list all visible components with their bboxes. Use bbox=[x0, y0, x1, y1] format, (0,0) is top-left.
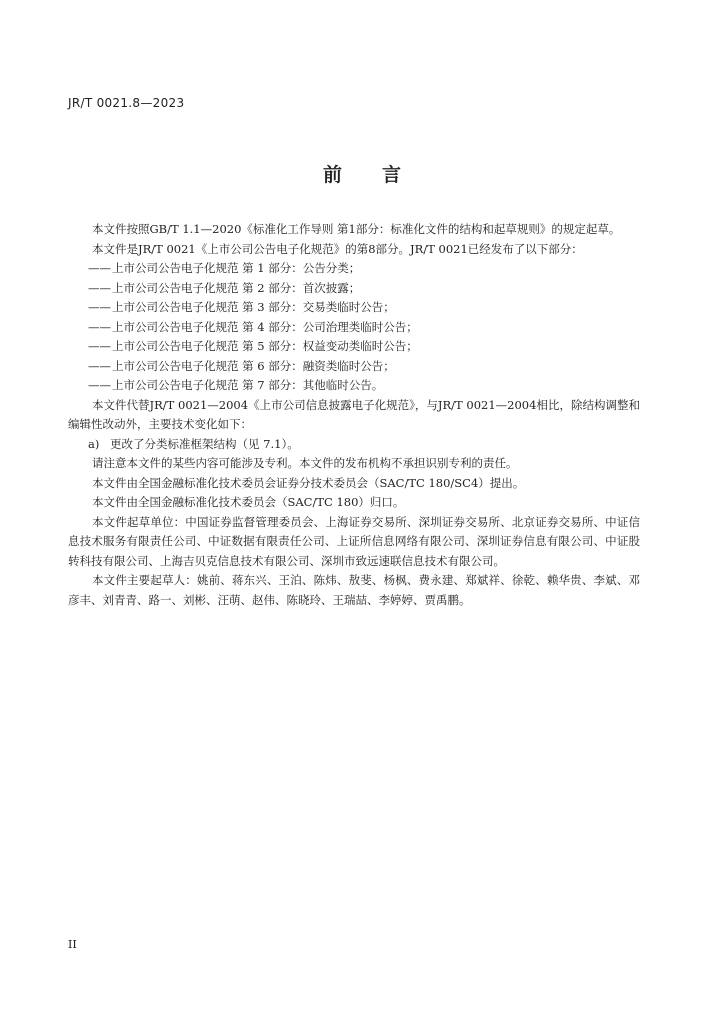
list-dash: —— bbox=[88, 280, 111, 295]
list-dash: —— bbox=[88, 261, 111, 275]
list-dash: —— bbox=[88, 358, 111, 373]
list-dash: —— bbox=[88, 300, 111, 314]
list-item bbox=[68, 376, 640, 396]
paragraph-drafting-units: 本文件起草单位：中国证券监督管理委员会、上海证券交易所、深圳证券交易所、北京证券交易所、中证信息技术服务有限责任公司、中证数据有限责任公司、上证所信息网络有限公司、深圳证券信息有限公司、中证股转科技有限公司、上海吉贝克信息技术有限公司、深圳市致远速联信息技术有限公司。 bbox=[68, 514, 640, 568]
list-item bbox=[68, 279, 640, 299]
list-item-text: 上市公司公告电子化规范 第 6 部分：融资类临时公告； bbox=[112, 358, 395, 373]
list-item-text: 上市公司公告电子化规范 第 1 部分：公告分类； bbox=[112, 261, 361, 275]
list-item bbox=[68, 298, 640, 318]
list-item-text: 上市公司公告电子化规范 第 5 部分：权益变动类临时公告； bbox=[112, 339, 418, 353]
paragraph-drafters: 本文件主要起草人：姚前、蒋东兴、王泊、陈炜、敖斐、杨枫、费永建、郑斌祥、徐乾、赖华贵、李斌、邓彦丰、刘青青、路一、刘彬、汪萌、赵伟、陈晓玲、王瑞喆、李婷婷、贾禹鹏。 bbox=[68, 573, 640, 607]
paragraph-responsible-unit: 本文件由全国金融标准化技术委员会（SAC/TC 180）归口。 bbox=[92, 495, 405, 509]
list-item-text: 上市公司公告电子化规范 第 7 部分：其他临时公告。 bbox=[112, 378, 384, 392]
foreword-body bbox=[68, 220, 640, 610]
list-item-text: 上市公司公告电子化规范 第 3 部分：交易类临时公告； bbox=[112, 300, 395, 314]
paragraph-proposer: 本文件由全国金融标准化技术委员会证券分技术委员会（SAC/TC 180/SC4）提出。 bbox=[92, 475, 525, 490]
document-code: JR/T 0021.8—2023 bbox=[68, 96, 185, 110]
list-dash: —— bbox=[88, 378, 111, 392]
change-item bbox=[68, 435, 640, 455]
paragraph-part-intro: 本文件是JR/T 0021《上市公司公告电子化规范》的第8部分。JR/T 0021已经发布了以下部分： bbox=[92, 241, 583, 256]
list-dash: —— bbox=[88, 319, 111, 334]
list-item bbox=[68, 357, 640, 377]
list-item-text: 上市公司公告电子化规范 第 2 部分：首次披露； bbox=[112, 280, 361, 295]
paragraph-drafting-basis: 本文件按照GB/T 1.1—2020《标准化工作导则 第1部分：标准化文件的结构和起草规则》的规定起草。 bbox=[92, 222, 621, 236]
change-marker: a) bbox=[88, 436, 100, 451]
paragraph-replacement: 本文件代替JR/T 0021—2004《上市公司信息披露电子化规范》，与JR/T 0021—2004相比，除结构调整和编辑性改动外，主要技术变化如下： bbox=[68, 397, 640, 431]
list-item bbox=[68, 337, 640, 357]
list-item bbox=[68, 259, 640, 279]
change-text: 更改了分类标准框架结构（见 7.1）。 bbox=[110, 436, 299, 451]
list-dash: —— bbox=[88, 339, 111, 353]
page-number: II bbox=[68, 938, 77, 951]
paragraph-patent-notice: 请注意本文件的某些内容可能涉及专利。本文件的发布机构不承担识别专利的责任。 bbox=[92, 456, 518, 470]
list-item-text: 上市公司公告电子化规范 第 4 部分：公司治理类临时公告； bbox=[112, 319, 418, 334]
list-item bbox=[68, 318, 640, 338]
page-title: 前言 bbox=[322, 164, 441, 186]
